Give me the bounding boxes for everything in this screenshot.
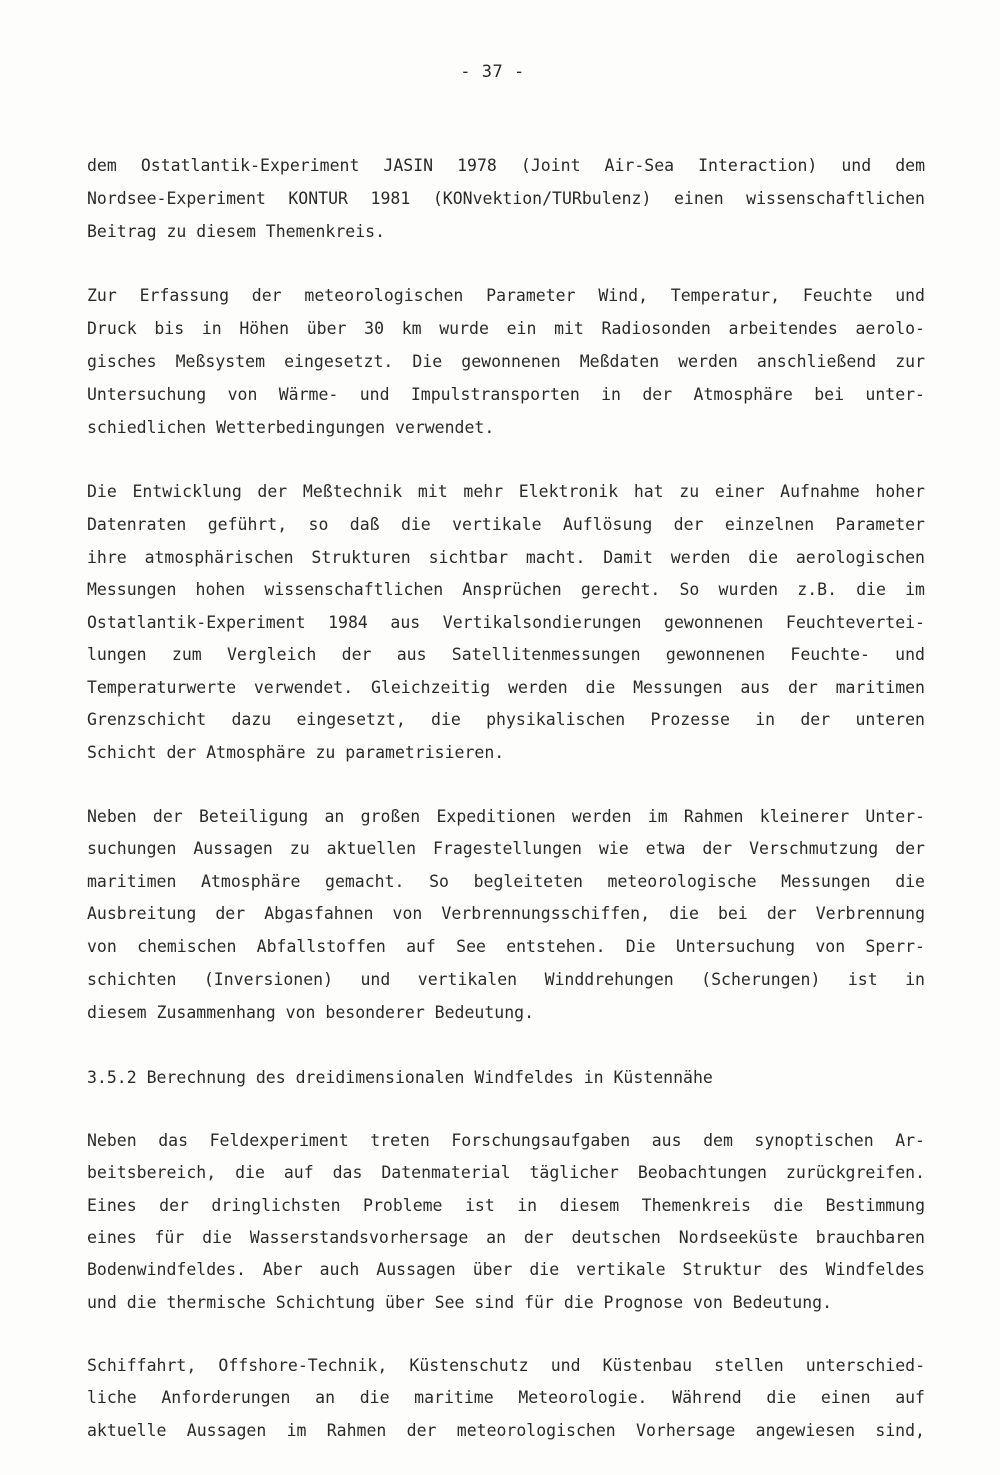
text-line: liche Anforderungen an die maritime Meteorologie. Während die einen auf xyxy=(87,1388,925,1407)
text-line: Zur Erfassung der meteorologischen Parameter Wind, Temperatur, Feuchte und xyxy=(87,286,925,305)
text-line: Schiffahrt, Offshore-Technik, Küstenschutz und Küstenbau stellen unterschied- xyxy=(87,1356,925,1375)
text-line: und die thermische Schichtung über See sind für die Prognose von Bedeutung. xyxy=(87,1293,833,1312)
text-line: aktuelle Aussagen im Rahmen der meteorologischen Vorhersage angewiesen sind, xyxy=(87,1421,925,1440)
text-line: Ostatlantik-Experiment 1984 aus Vertikalsondierungen gewonnenen Feuchtevertei- xyxy=(87,613,925,632)
text-line: Grenzschicht dazu eingesetzt, die physikalischen Prozesse in der unteren xyxy=(87,710,925,729)
text-line: Untersuchung von Wärme- und Impulstransporten in der Atmosphäre bei unter- xyxy=(87,385,925,404)
text-line: Bodenwindfeldes. Aber auch Aussagen über die vertikale Struktur des Windfeldes xyxy=(87,1260,925,1279)
text-line: ihre atmosphärischen Strukturen sichtbar macht. Damit werden die aerologischen xyxy=(87,548,925,567)
text-line: schichten (Inversionen) und vertikalen Winddrehungen (Scherungen) ist in xyxy=(87,970,925,989)
text-line: Temperaturwerte verwendet. Gleichzeitig werden die Messungen aus der maritimen xyxy=(87,678,925,697)
text-line: Neben der Beteiligung an großen Expeditionen werden im Rahmen kleinerer Unter- xyxy=(87,807,925,826)
text-line: diesem Zusammenhang von besonderer Bedeutung. xyxy=(87,1003,535,1022)
page-number: - 37 - xyxy=(460,62,525,82)
text-line: Die Entwicklung der Meßtechnik mit mehr Elektronik hat zu einer Aufnahme hoher xyxy=(87,482,925,501)
text-line: von chemischen Abfallstoffen auf See entstehen. Die Untersuchung von Sperr- xyxy=(87,937,925,956)
text-line: maritimen Atmosphäre gemacht. So begleiteten meteorologische Messungen die xyxy=(87,872,925,891)
text-line: suchungen Aussagen zu aktuellen Fragestellungen wie etwa der Verschmutzung der xyxy=(87,839,925,858)
text-line: Beitrag zu diesem Themenkreis. xyxy=(87,222,386,241)
text-line: Ausbreitung der Abgasfahnen von Verbrennungsschiffen, die bei der Verbrennung xyxy=(87,904,925,923)
text-line: Neben das Feldexperiment treten Forschungsaufgaben aus dem synoptischen Ar- xyxy=(87,1131,925,1150)
text-line: gisches Meßsystem eingesetzt. Die gewonnenen Meßdaten werden anschließend zur xyxy=(87,352,925,371)
text-line: schiedlichen Wetterbedingungen verwendet. xyxy=(87,418,495,437)
text-line: eines für die Wasserstandsvorhersage an der deutschen Nordseeküste brauchbaren xyxy=(87,1228,925,1247)
text-line: Schicht der Atmosphäre zu parametrisieren. xyxy=(87,743,505,762)
text-line: dem Ostatlantik-Experiment JASIN 1978 (Joint Air-Sea Interaction) und dem xyxy=(87,156,925,175)
text-line: beitsbereich, die auf das Datenmaterial täglicher Beobachtungen zurückgreifen. xyxy=(87,1163,925,1182)
text-line: Nordsee-Experiment KONTUR 1981 (KONvektion/TURbulenz) einen wissenschaftlichen xyxy=(87,189,925,208)
text-line: Messungen hohen wissenschaftlichen Ansprüchen gerecht. So wurden z.B. die im xyxy=(87,580,925,599)
text-line: lungen zum Vergleich der aus Satellitenmessungen gewonnenen Feuchte- und xyxy=(87,645,925,664)
text-line: Datenraten geführt, so daß die vertikale Auflösung der einzelnen Parameter xyxy=(87,515,925,534)
text-line: Druck bis in Höhen über 30 km wurde ein mit Radiosonden arbeitendes aerolo- xyxy=(87,319,925,338)
section-heading: 3.5.2 Berechnung des dreidimensionalen Windfeldes in Küstennähe xyxy=(87,1068,713,1087)
text-line: Eines der dringlichsten Probleme ist in diesem Themenkreis die Bestimmung xyxy=(87,1196,925,1215)
